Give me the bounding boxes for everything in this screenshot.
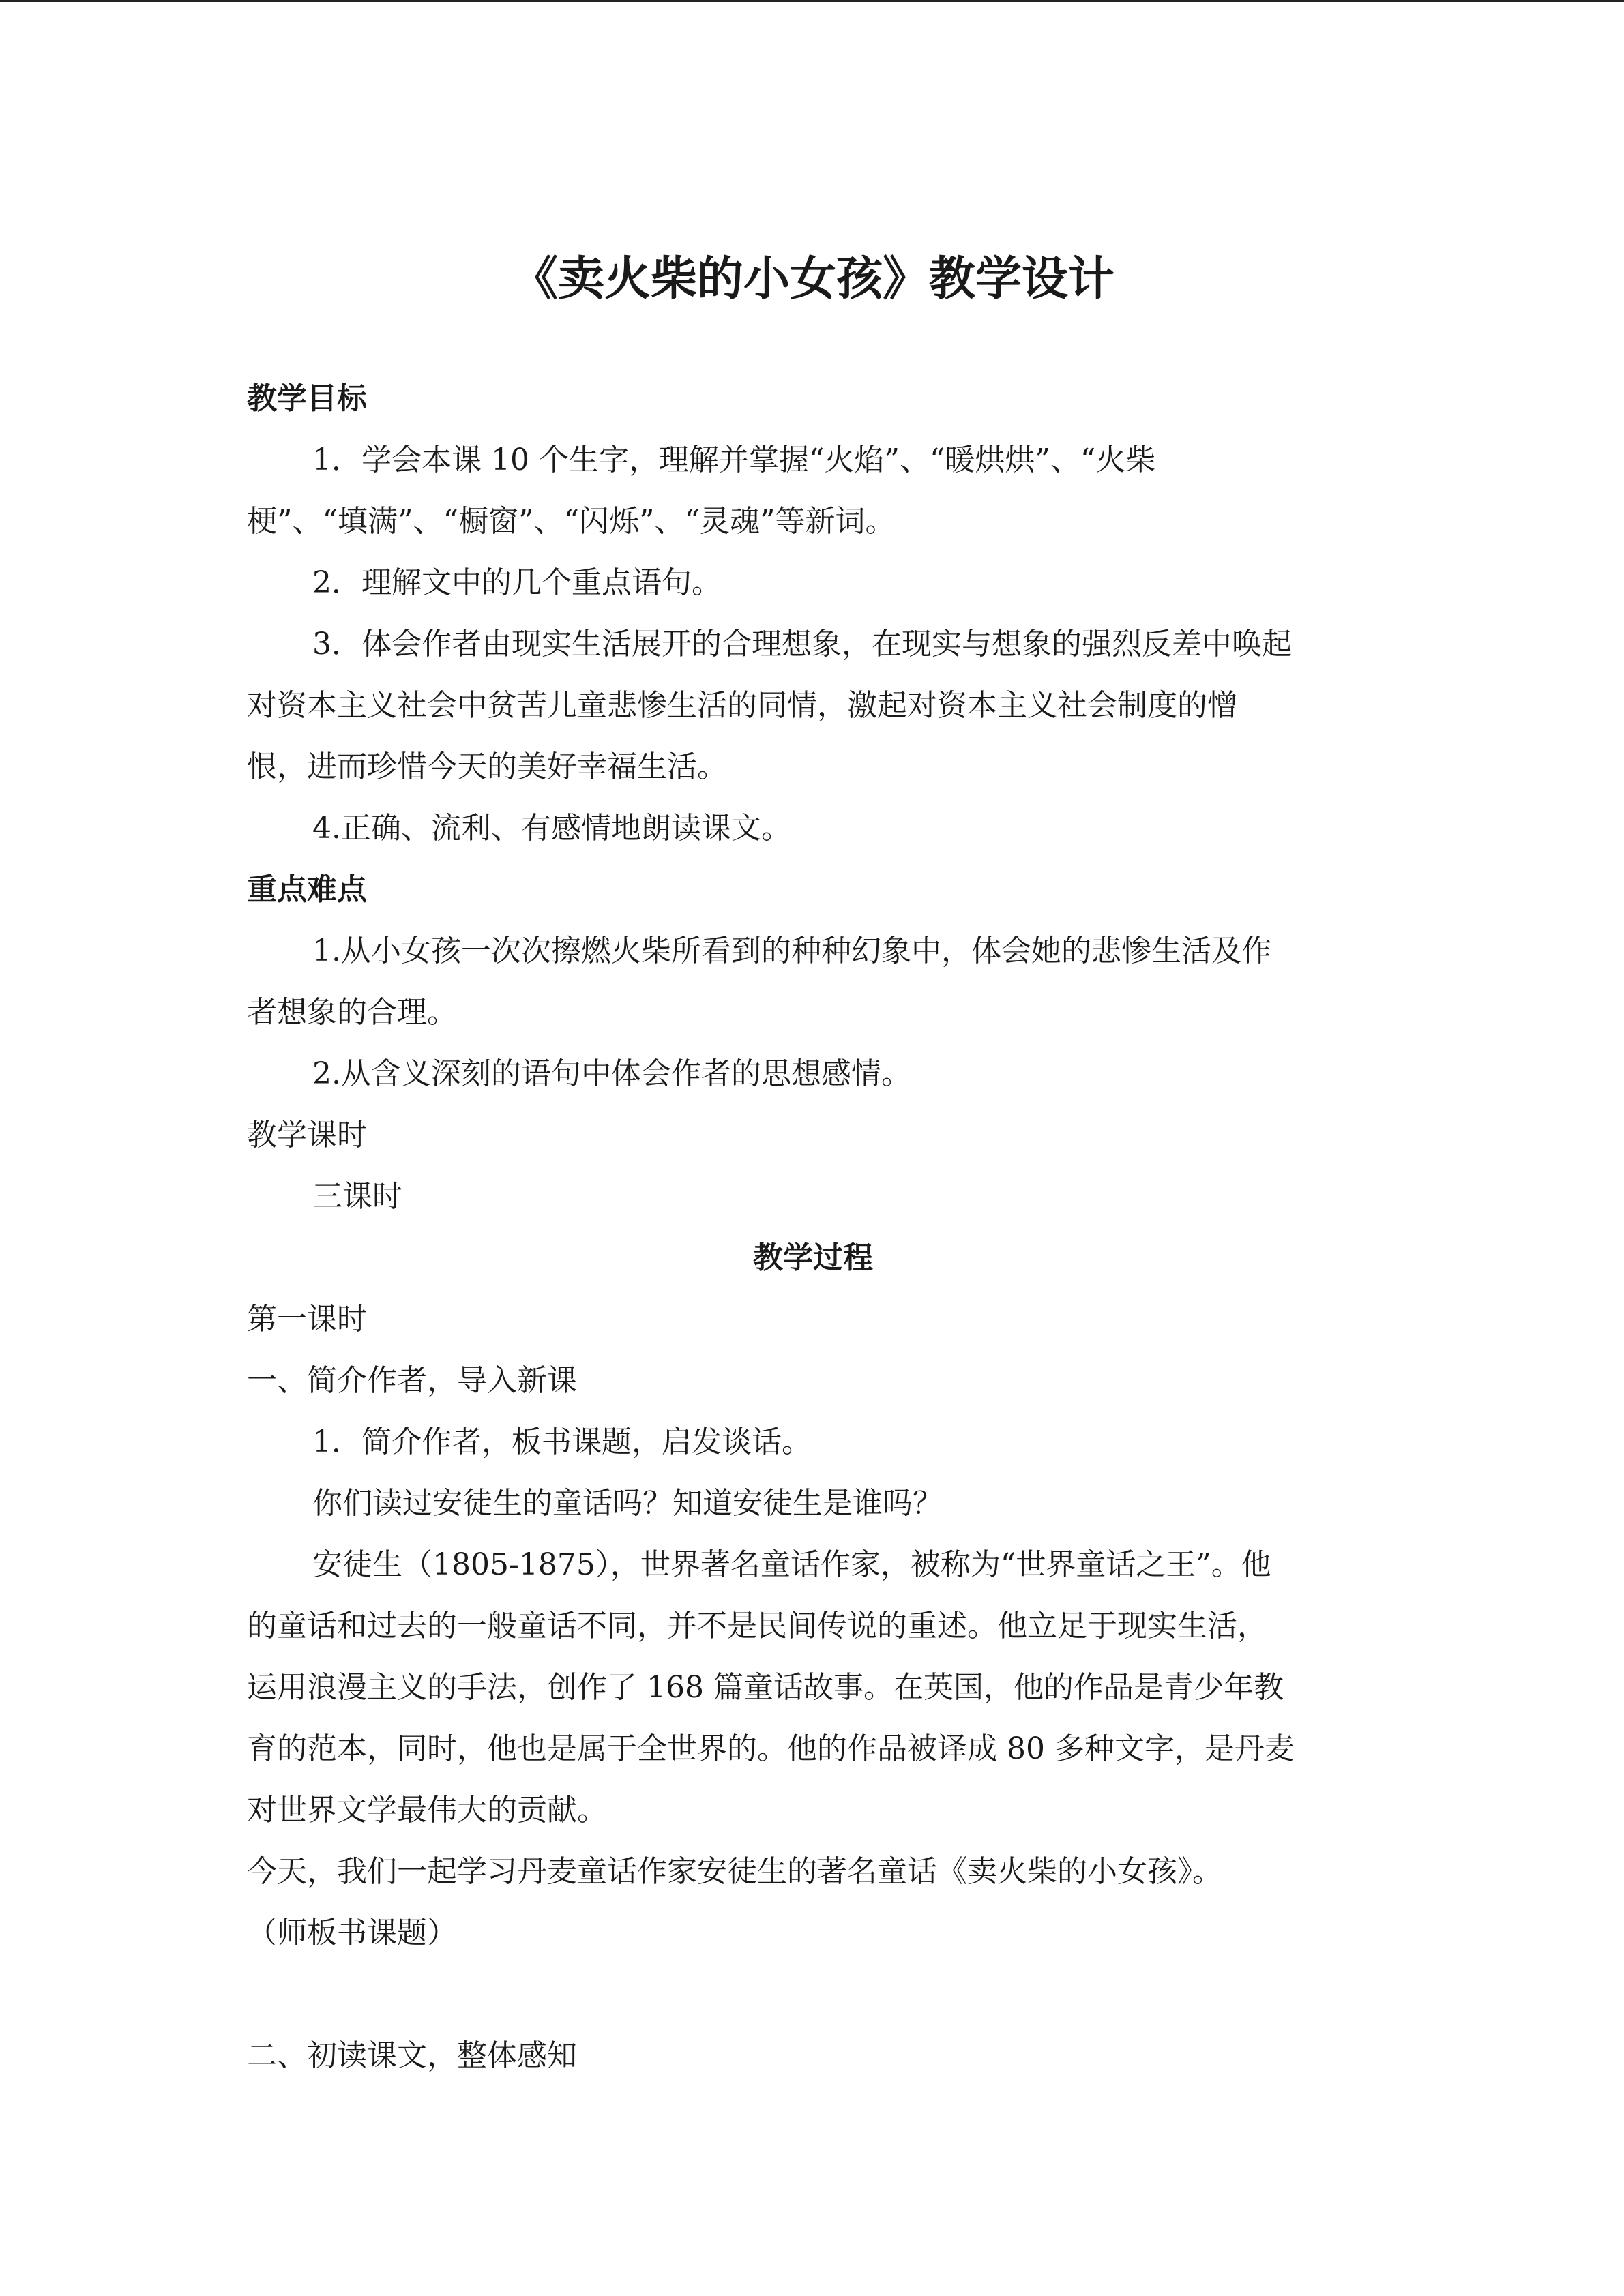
goal-3-line-2: 对资本主义社会中贫苦儿童悲惨生活的同情，激起对资本主义社会制度的憎 <box>247 688 1237 723</box>
part1-today: 今天，我们一起学习丹麦童话作家安徒生的著名童话《卖火柴的小女孩》。 <box>247 1854 1222 1889</box>
part2-heading: 二、初读课文，整体感知 <box>247 2038 577 2073</box>
goal-3-line-1: 3．体会作者由现实生活展开的合理想象，在现实与想象的强烈反差中唤起 <box>312 627 1292 661</box>
part1-question: 你们读过安徒生的童话吗？知道安徒生是谁吗？ <box>312 1486 943 1521</box>
part1-intro-line-4: 育的范本，同时，他也是属于全世界的。他的作品被译成 80 多种文字，是丹麦 <box>247 1731 1295 1766</box>
hours-value: 三课时 <box>312 1179 402 1214</box>
hours-heading: 教学课时 <box>247 1118 367 1152</box>
goals-heading: 教学目标 <box>247 381 367 416</box>
lesson1-heading: 第一课时 <box>247 1302 367 1337</box>
goal-3-line-3: 恨，进而珍惜今天的美好幸福生活。 <box>247 749 727 784</box>
difficulty-1-line-2: 者想象的合理。 <box>247 995 457 1030</box>
blank-line <box>247 1964 1379 2025</box>
process-heading: 教学过程 <box>753 1240 873 1275</box>
part1-intro-line-2: 的童话和过去的一般童话不同，并不是民间传说的重述。他立足于现实生活， <box>247 1609 1267 1643</box>
part1-intro-line-5: 对世界文学最伟大的贡献。 <box>247 1793 607 1828</box>
part1-intro-line-3: 运用浪漫主义的手法，创作了 168 篇童话故事。在英国，他的作品是青少年教 <box>247 1670 1284 1705</box>
difficulty-1-line-1: 1.从小女孩一次次擦燃火柴所看到的种种幻象中，体会她的悲惨生活及作 <box>312 934 1271 968</box>
document-title: 《卖火柴的小女孩》教学设计 <box>511 252 1114 306</box>
document-body <box>247 368 1379 2087</box>
goal-1-line-2: 梗”、“填满”、“橱窗”、“闪烁”、“灵魂”等新词。 <box>247 504 896 539</box>
part1-step1: 1．简介作者，板书课题，启发谈话。 <box>312 1425 812 1459</box>
part1-heading: 一、简介作者，导入新课 <box>247 1363 577 1398</box>
part1-intro-line-1: 安徒生（1805-1875），世界著名童话作家，被称为“世界童话之王”。他 <box>312 1547 1271 1582</box>
part1-note: （师板书课题） <box>247 1915 457 1950</box>
goal-1-line-1: 1．学会本课 10 个生字，理解并掌握“火焰”、“暖烘烘”、“火柴 <box>312 443 1156 477</box>
goal-2: 2．理解文中的几个重点语句。 <box>312 565 722 600</box>
goal-4: 4.正确、流利、有感情地朗读课文。 <box>312 811 791 846</box>
page-top-border <box>0 0 1624 2</box>
difficulty-2: 2.从含义深刻的语句中体会作者的思想感情。 <box>312 1056 911 1091</box>
difficulty-heading: 重点难点 <box>247 872 367 907</box>
